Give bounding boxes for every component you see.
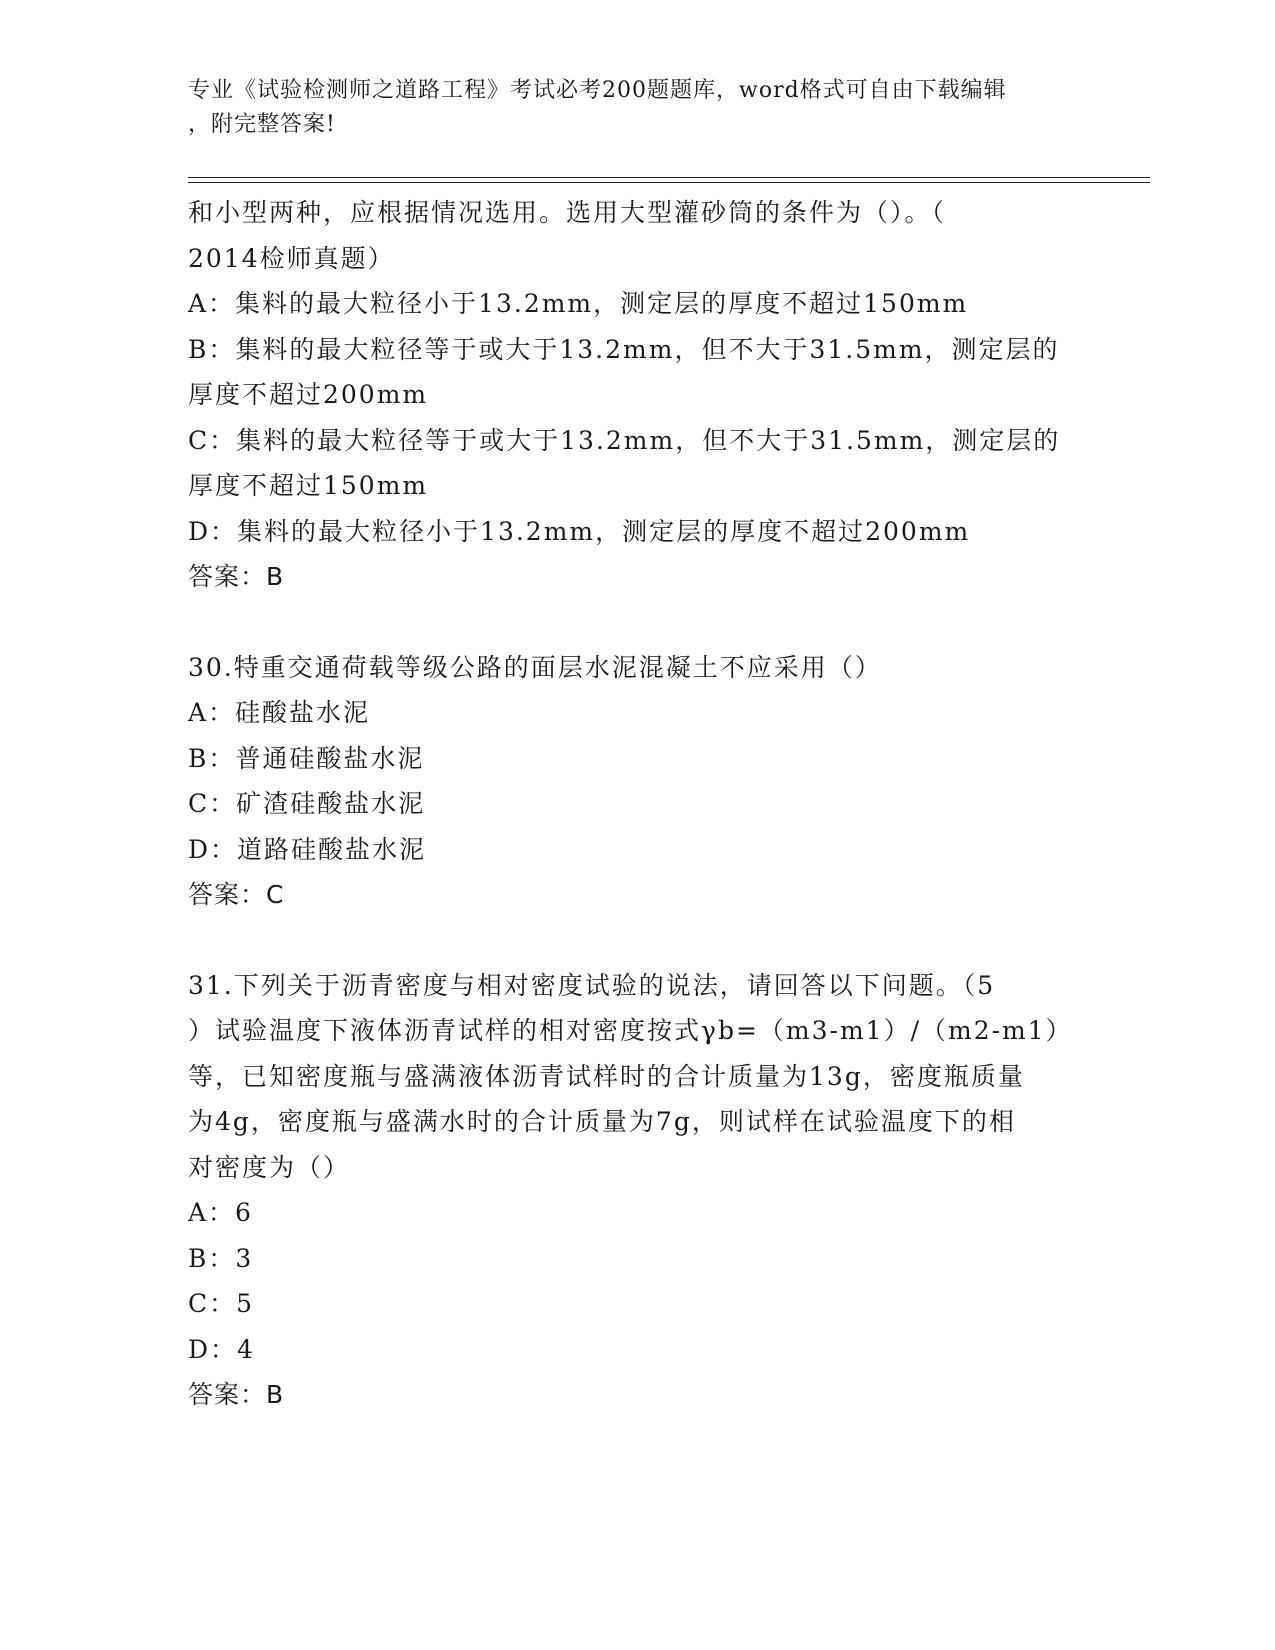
header-line-1: 专业《试验检测师之道路工程》考试必考200题题库，word格式可自由下载编辑: [188, 78, 1007, 103]
question-29: [188, 190, 1088, 600]
question-spacer: [188, 918, 1088, 963]
question-31-option-d: D：4: [188, 1334, 255, 1364]
question-31-option-b: B：3: [188, 1243, 254, 1273]
question-29-answer: 答案：B: [188, 562, 285, 591]
question-31-stem-line-2: ）试验温度下液体沥青试样的相对密度按式γb=（m3-m1）/（m2-m1）: [188, 1016, 1073, 1045]
question-31-option-a: A：6: [188, 1198, 253, 1227]
header-divider-top: [188, 177, 1150, 178]
question-30: [188, 645, 1088, 918]
question-content: [188, 190, 1088, 1418]
question-29-option-b-line-2: 厚度不超过200mm: [188, 380, 429, 409]
question-29-stem-line-1: 和小型两种，应根据情况选用。选用大型灌砂筒的条件为（）。（: [188, 198, 947, 227]
question-31-stem-line-1: 31.下列关于沥青密度与相对密度试验的说法，请回答以下问题。（5: [188, 970, 996, 1000]
question-30-option-d: D：道路硅酸盐水泥: [188, 834, 427, 864]
question-31-stem-line-3: 等，已知密度瓶与盛满液体沥青试样时的合计质量为13g，密度瓶质量: [188, 1061, 1025, 1091]
question-29-option-c-line-2: 厚度不超过150mm: [188, 471, 429, 500]
question-31-stem-line-5: 对密度为（）: [188, 1152, 351, 1182]
question-29-option-a: A：集料的最大粒径小于13.2mm，测定层的厚度不超过150mm: [188, 289, 969, 318]
question-29-option-d: D：集料的最大粒径小于13.2mm，测定层的厚度不超过200mm: [188, 516, 971, 546]
question-31-stem-line-4: 为4g，密度瓶与盛满水时的合计质量为7g，则试样在试验温度下的相: [188, 1107, 1016, 1136]
header-line-2: ，附完整答案!: [188, 112, 336, 137]
question-29-option-c-line-1: C：集料的最大粒径等于或大于13.2mm，但不大于31.5mm，测定层的: [188, 425, 1061, 455]
question-30-option-b: B：普通硅酸盐水泥: [188, 743, 425, 773]
document-header: [188, 74, 1088, 142]
question-30-option-c: C：矿渣硅酸盐水泥: [188, 789, 426, 818]
header-divider-bottom: [188, 182, 1150, 183]
question-29-stem-line-2: 2014检师真题）: [188, 243, 395, 273]
question-30-stem: 30.特重交通荷载等级公路的面层水泥混凝土不应采用（）: [188, 652, 882, 682]
question-30-option-a: A：硅酸盐水泥: [188, 698, 371, 727]
question-30-answer: 答案：C: [188, 880, 285, 909]
question-31: [188, 963, 1088, 1418]
question-31-answer: 答案：B: [188, 1380, 285, 1409]
question-31-option-c: C：5: [188, 1289, 255, 1318]
question-29-option-b-line-1: B：集料的最大粒径等于或大于13.2mm，但不大于31.5mm，测定层的: [188, 334, 1060, 364]
question-spacer: [188, 600, 1088, 645]
